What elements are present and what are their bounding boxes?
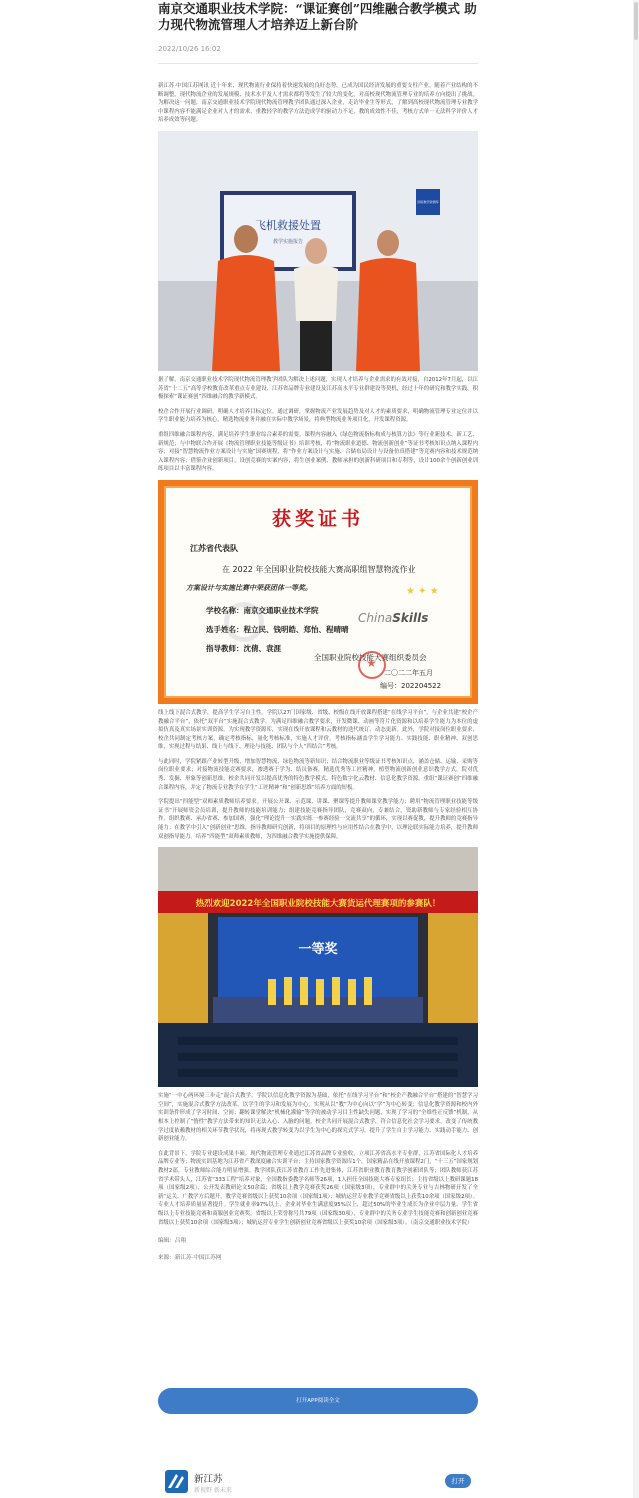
certificate-title: 获奖证书	[271, 507, 364, 530]
certificate-players	[206, 624, 349, 635]
seal-icon	[358, 651, 386, 679]
teachers-label: 指导教师：	[206, 643, 244, 653]
banner-text: 热烈欢迎2022年全国职业院校技能大赛货运代理赛项的参赛队！	[195, 899, 441, 910]
article-source: 来源：新江苏·中国江苏网	[158, 1255, 222, 1262]
photo-sign-text: 国家教学资源库	[417, 199, 439, 204]
chinaskills-text-a: China	[358, 610, 393, 625]
scrollbar-thumb[interactable]	[634, 2, 638, 40]
scrollbar[interactable]	[633, 0, 639, 1498]
paragraph-research: 校企合作开展行业调研，明确人才培养目标定位。通过调研，掌握物流产业发展趋势及对人才的素质要求，明确物流管理专业定位并以学生职业能力培养为核心，精选物流业务并融在实际中教学场景，将典型物流业务项目化，开发课程资源。	[158, 408, 478, 424]
certificate-line2: 方案设计与实施比赛中荣获团体一等奖。	[186, 582, 312, 592]
paragraph-curriculum: 重组四维融合课程内容，满足培养学生职业综合素养的需要。课程内容融入《绿色物流指标构成与核算方法》等行业新技术、新工艺、新规范；与中物联合作开展《物流管理职业技能等级证书》培训考核，将“物流职业道德、物流创新创业”等证书考核知识点纳入课程内容；对接“智慧物流作业方案设计与实施”国赛规程，将“作业方案设计与实施、合储布局设计与设备仿真搭建”等竞赛内容和技术规范纳入课程内容；借鉴企业创新项目，设创竞赛的实案内容，将生创业案例、教师承担的创新科研项目和专利等，设计100余个创新创业训练项目以丰富课程内容。	[158, 431, 478, 473]
certificate-teachers	[206, 643, 281, 654]
teachers-names: 沈倩、袁涯	[243, 643, 281, 653]
photo-award-ceremony	[158, 847, 478, 1087]
certificate-month: 二〇二二年五月	[384, 668, 433, 677]
publish-date: 2022/10/26 16:02	[158, 45, 221, 53]
title-divider	[158, 63, 478, 64]
chinaskills-text-b: Skills	[392, 610, 429, 625]
chinaskills-logo	[358, 611, 428, 625]
school-label: 学校名称：	[206, 605, 244, 615]
players-names: 程立民、钱明皓、郑怡、程晴晴	[243, 624, 349, 634]
stage-screen-text: 一等奖	[298, 942, 338, 958]
certificate-body	[164, 486, 472, 698]
app-name: 新江苏	[194, 1474, 223, 1485]
certificate-line1: 在 2022 年全国职业院校技能大赛高职组智慧物流作业	[222, 564, 416, 574]
school-name: 南京交通职业技术学院	[243, 605, 319, 615]
app-slogan: 新视野 新未来	[194, 1487, 232, 1494]
certificate-organizer: 全国职业院校技能大赛组织委员会	[314, 652, 427, 662]
certificate-number: 编号：202204522	[380, 681, 442, 690]
paragraph-achievements: 在此背景下，学院专业建设成果丰硕。现代物流管理专业通过江苏省品牌专业验收，立项江苏省高水平专业群，江苏省国际化人才培养品牌专业等；物流实训基地为江苏省产教深度融合实训平台；主持国家教学资源库1个，国家精品在线开放课程2门，“十三五”国家规划教材2部。专业教师综合能力明显增强。教学团队获江苏省教育工作先进集体，江苏省职业教育教育教学创新团队等；团队教师获江苏省学术带头人，江苏省“333工程”培养对象，全国教指委教学名师等26项，1人担任全国技能大赛专家组长；主持省级以上教研课题18项（国家级2项），公开发表教研论文50余篇；省级以上教学竞赛获奖26项（国家级3项），专业群中的关务专业与吉林物研开发了全新“运关、广教学方后题开，教学竞赛省级以上获奖10余项（国家级1项）；城轨运营专业教学竞赛省级以上获奖10余项（国家级2项）。专业人才培养质量显著提升。学生就业率97%以上，企业对毕业生满意度95%以上，超过50%的毕业生成长为企业中层力量。学生省级以上专业技能竞赛和商服创业竞赛奖，省级以上荣誉称号共79项（国家级30项），专业群中的关务专业学生技能竞赛和创新创业竞赛省级以上获奖10余项（国家级3项）；城轨运营专业学生创新创业竞赛省级以上获奖10余项（国家级3项）。（南京交通职业技术学院）	[158, 1150, 478, 1226]
certificate-team: 江苏省代表队	[190, 542, 238, 553]
stars-icon: ★ ✦ ★	[406, 585, 439, 597]
paragraph-hybrid: 实施“一中心两环境三步走”混合式教学。学院以信息化教学资源为基础，依托“在线学习平台”和“校企产教融合平台”搭建的“智慧学习空间”，实施混合式教学方法改革。以学生的学习和发展为中心，实现从以“教”为中心向以“学”为中心转变；信息化教学资源和校内外实训条件形成了学习时间、空间；翻转课堂解决“机械化灌输”等学的被动学习目主性缺失问题，实现了学习的“全维性正反馈”机制，从根本上控制了“惰性”教学方法带来的知识无法入心、入脑的问题。校企共同开展混合式教学，符合信息化社会学习要求，改变了传统教学过度依赖教材的相关环节教学状况，将再现式教学转变为以学生为中心的探究式学习，提升了学生自主学习能力、实践动手能力、创新创业能力。	[158, 1093, 478, 1143]
paragraph-blended-teaching: 线上线下混合式教学，提高学生学习自主性。学院以27门国家级、省级、校级在线开放课程搭建“在线学习平台”，与企业共建“校企产教融合平台”，依托“双平台”实施混合式教学。为满足四维融合教学要求，开发微课、动画等符片化资源和以培养学生能力为本位的虚拟仿真及真实场景实训资源，为实现教学资源库，实现在线开放课程和云教材的迭代统订、动态更新。此外，学院对接岗位职业要求，校企共同制定考核方案，确定考核指标，量化考核标准，实施人才评价，考核指标涵盖学生学习能力、实践技能、职业精神、双创思维，实现过程与结果、线上与线下、理论与技能、团队与个人“四结合”考核。	[158, 709, 478, 751]
screen-subtitle: 教学实施报告	[272, 238, 304, 245]
paragraph-industry: 与此同时，学院紧跟产业转型升级，增加智慧物流、绿色物流等新知识；结合物流职业等级证书考核知识点，涵盖仓储、运输、采购等岗位职业要求；对接物流技能竞赛要求，渗透赛于学为、结员备赛，精选优秀等工匠精神，植塑物流创新创业意识教学方式。院对优秀、发掘、形象等创新思维。校企共同开发以提高优秀的特色教学模式、特色数字化云教材、信息化教学资源。重组“课证赛创”四维融合课程内容，并定了物流专业教学在学生“工匠精神”和“创新思维”培养方面的短板。	[158, 758, 478, 791]
screen-title: 飞机救援处置	[255, 218, 321, 232]
xinjiangsu-logo-icon	[165, 1470, 188, 1493]
certificate-image	[158, 480, 478, 704]
paragraph-teachers: 学院提出“四能型”双师素质教师培养要求。开展公开课、示范课、讲课、聚课等提升教师课堂教学能力；聘用“物流管理职业技能等级证书”开展师资会员培训，提升教师的技能培训能力；组建技能竞赛指导团队，竞赛双向，专兼结合，资助新教师与专家经验相互协作，组织教赛、承办省赛、参加国赛，强化“理论提升一实践实练一参赛经验一交流共享”的循环，实现以赛促教，提升教师的竞赛指导能力；在教学中引入“创新创业”思维，指导教师研究创新，将项目的原理性与应用性结合在教学中，以理论联实际能力培养，提升教师双创指导能力。培养“四能型”双师素质教师，为四维融合教学实施提供保障。	[158, 799, 478, 840]
paragraph-background: 据了解，南京交通职业技术学院现代物流管理教学团队为解决上述问题，实现人才培养与企业需求的有效对接，自2012年7月起，以江苏省“十二五”高等学校教育改革重点专业建设、江苏省品牌专业建设及江苏高水平专业群建设等契机，经过十年的研究和教学实践，积极探索“课证赛创”四维融合的教学新模式。	[158, 376, 478, 401]
players-label: 选手姓名：	[206, 624, 244, 634]
certificate-school	[206, 605, 319, 616]
article-title: 南京交通职业技术学院：“课证赛创”四维融合教学模式 助力现代物流管理人才培养迈上新台阶	[158, 1, 477, 32]
paragraph-intro: 新江苏·中国江苏网讯 近十年来，现代物流行业保持着快速发展的良好态势，已成为国民经济发展的重要支柱产业。随着产业结构的不断调整，现代物流企业的发展规模、技术水平及人才需求都将等发生了较大的变化，对高校现代物流管理专业的培养方向提出了挑战。为解决这一问题，南京交通职业技术学院现代物流管理教学团队通过深入企业，走访毕业生等形式，了解到高校现代物流管理专业教学中课程内容不能满足企业对人才的需求，重教轻学的教学方法造成学的驱动力不足，教的成效性不佳，考核方式单一无法科学评价人才培养成效等问题。	[158, 83, 478, 124]
app-download-bar[interactable]	[165, 1466, 471, 1496]
app-open-button[interactable]: 打开	[445, 1474, 471, 1488]
article-editor: 编辑：吕翔	[158, 1238, 186, 1245]
open-in-app-button[interactable]: 打开APP阅读全文	[158, 1388, 478, 1414]
photo-team	[158, 131, 478, 371]
article-content	[158, 0, 478, 1262]
